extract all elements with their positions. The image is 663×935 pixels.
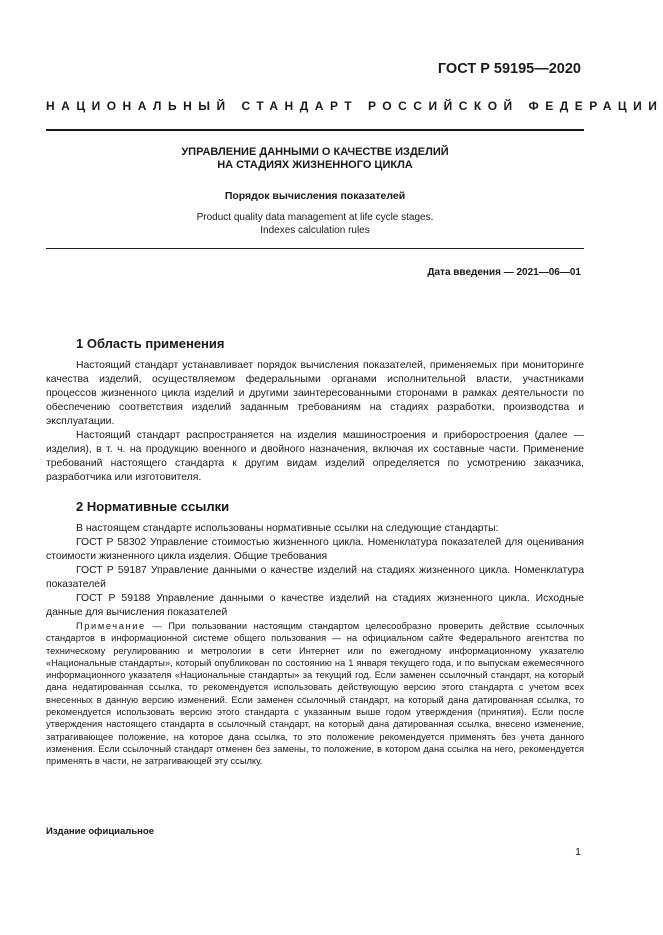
gost-code: ГОСТ Р 59195—2020 [437,61,581,77]
english-title-line-2: Indexes calculation rules [260,224,370,236]
national-standard-banner: НАЦИОНАЛЬНЫЙ СТАНДАРТ РОССИЙСКОЙ ФЕДЕРАЦИИ [46,99,663,113]
section-normative-references [46,499,584,768]
english-title-line-1: Product quality data management at life cycle stages. [196,212,434,223]
title-line-2: НА СТАДИЯХ ЖИЗНЕННОГО ЦИКЛА [217,159,413,171]
introduction-date: Дата введения — 2021—06—01 [427,267,581,278]
page-number: 1 [575,846,581,858]
title-line-1: УПРАВЛЕНИЕ ДАННЫМИ О КАЧЕСТВЕ ИЗДЕЛИЙ [181,146,449,158]
note-label: Примечание [76,621,146,631]
reference-item: ГОСТ Р 59188 Управление данными о качестве изделий на стадиях жизненного цикла. Исходные данные для вычисления показателей [46,593,584,618]
document-body [46,336,584,768]
document-title [46,146,584,172]
header-divider [46,129,584,131]
note-text: — При пользовании настоящим стандартом целесообразно проверить действие ссылочных стандартов в информационной системе общего пользования — на официальном сайте Федерального агентства по техническому регулированию и метрологии в сети Интернет или по ежегодному информационному указателю «Национальные стандарты», который опубликован по состоянию на 1 января текущего года, и по выпускам ежемесячного информационного указателя «Национальные стандарты» за текущий год. Если заменен ссылочный стандарт, на который дана недатированная ссылка, то рекомендуется использовать действующую версию этого стандарта с учетом всех внесенных в данную версию изменений. Если заменен ссылочный стандарт, на который дана датированная ссылка, то рекомендуется использовать версию этого стандарта с указанным выше годом утверждения (принятия). Если после утверждения настоящего стандарта в ссылочный стандарт, на который дана датированная ссылка, внесено изменение, затрагивающее положение, на которое дана ссылка, то это положение рекомендуется применять без учета данного изменения. Если ссылочный стандарт отменен без замены, то положение, в котором дана ссылка на него, рекомендуется применять в части, не затрагивающей эту ссылку. [46,621,584,767]
section-scope [46,336,584,485]
section-heading: 2 Нормативные ссылки [76,499,230,514]
note [46,620,584,768]
title-divider [46,248,584,249]
section-heading: 1 Область применения [76,336,225,351]
english-title [46,212,584,237]
reference-item: ГОСТ Р 58302 Управление стоимостью жизненного цикла. Номенклатура показателей для оценивания стоимости жизненного цикла изделия. Общие требования [46,537,584,562]
paragraph: Настоящий стандарт распространяется на изделия машиностроения и приборостроения (далее — изделия), в т. ч. на продукцию военного и двойного назначения, включая их составные части. Применение требований настоящего стандарта к другим видам изделий определяется по усмотрению заказчика, разработчика или изготовителя. [46,430,584,483]
document-subtitle: Порядок вычисления показателей [224,190,406,202]
reference-item: ГОСТ Р 59187 Управление данными о качестве изделий на стадиях жизненного цикла. Номенклатура показателей [46,565,584,590]
paragraph: В настоящем стандарте использованы нормативные ссылки на следующие стандарты: [76,523,499,534]
edition-label: Издание официальное [46,826,154,837]
paragraph: Настоящий стандарт устанавливает порядок вычисления показателей, применяемых при мониторинге качества изделий, осуществляемом федеральными органами исполнительной власти, участниками процессов жизненного цикла изделий и другими заинтересованными сторонами в рамках деятельности по обеспечению соответствия изделий заданным требованиям на стадиях разработки, производства и эксплуатации. [46,360,584,427]
